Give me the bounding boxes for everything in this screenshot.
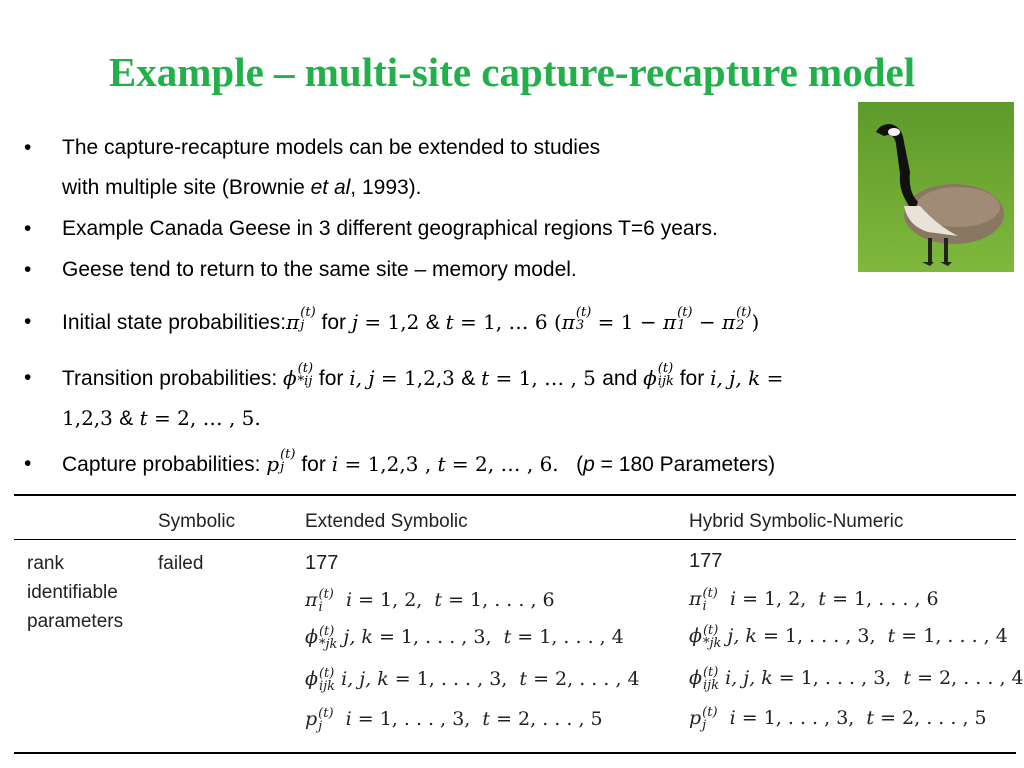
bullet-4-label: Initial state probabilities: xyxy=(62,311,287,334)
bullet-1-text-a: with multiple site (Brownie xyxy=(62,176,311,199)
slide-title: Example – multi-site capture-recapture model xyxy=(108,49,916,95)
bullet-5-for-2: for xyxy=(679,367,705,390)
bullet-4-content: Initial state probabilities:π (t) j for j = 1,2 & t = 1, … 6 (π (t) 3 = 1 − π (t) 1 − π (t) 2 ) xyxy=(62,305,760,334)
hybrid-rank: 177 xyxy=(689,550,723,572)
bullet-4-amp: & xyxy=(425,311,440,334)
extended-pi-row: π (t) i i = 1, 2, t = 1, . . . , 6 xyxy=(305,587,555,615)
bullet-3-text: Geese tend to return to the same site – memory model. xyxy=(62,258,577,281)
hybrid-pi-row: π (t) i i = 1, 2, t = 1, . . . , 6 xyxy=(689,586,939,614)
bullet-1-text-em: et al xyxy=(310,176,351,199)
table-top-rule xyxy=(14,494,1016,496)
row-label xyxy=(27,549,123,636)
goose-photo xyxy=(858,102,1014,272)
bullet-5-line-2: 1,2,3 & t = 2, … , 5. xyxy=(62,406,261,430)
bullet-5-label: Transition probabilities: xyxy=(62,367,278,390)
bullet-1-line-2 xyxy=(62,176,422,200)
table-bottom-rule xyxy=(14,752,1016,754)
hybrid-p-row: p (t) j i = 1, . . . , 3, t = 2, . . . , 5 xyxy=(689,705,987,733)
hybrid-phi-row: ϕ (t) ijk i, j, k = 1, . . . , 3, t = 2, . . . , 4 xyxy=(689,665,1024,693)
table-header-extended: Extended Symbolic xyxy=(305,511,468,532)
row-label-1: rank xyxy=(27,553,64,574)
bullet-4-for: for xyxy=(321,311,347,334)
bullet-5-for: for xyxy=(318,367,344,390)
bullet-2-text: Example Canada Geese in 3 different geographical regions T=6 years. xyxy=(62,217,718,240)
bullet-6-params: = 180 Parameters) xyxy=(594,453,776,476)
bullet-1-line-1: The capture-recapture models can be extended to studies xyxy=(62,136,601,159)
table-header-symbolic: Symbolic xyxy=(158,511,236,532)
table-header-rule xyxy=(14,539,1016,540)
extended-phi-row: ϕ (t) ijk i, j, k = 1, . . . , 3, t = 2, . . . , 4 xyxy=(305,666,640,694)
bullet-6-label: Capture probabilities: xyxy=(62,453,261,476)
bullet-5-content: Transition probabilities: ϕ (t) *ij for i, j = 1,2,3 & t = 1, … , 5 and ϕ (t) ijk for i, j, k = xyxy=(62,361,784,390)
hybrid-phi-star-row: ϕ (t) *jk j, k = 1, . . . , 3, t = 1, . . . , 4 xyxy=(689,623,1008,651)
extended-rank: 177 xyxy=(305,552,339,574)
bullet-5-and: and xyxy=(602,367,638,390)
bullet-6-content: Capture probabilities: p (t) j for i = 1,2,3 , t = 2, … , 6. (p = 180 Parameters) xyxy=(62,447,776,476)
row-label-2: identifiable xyxy=(27,582,118,603)
bullet-1-text-b: , 1993). xyxy=(350,176,422,199)
bullet-5-amp: & xyxy=(461,367,476,390)
bullet-6-p: p xyxy=(583,453,595,476)
extended-p-row: p (t) j i = 1, . . . , 3, t = 2, . . . , 5 xyxy=(305,706,603,734)
row-label-3: parameters xyxy=(27,611,124,632)
bullet-6-for: for xyxy=(301,453,326,476)
symbolic-result: failed xyxy=(158,553,204,574)
extended-phi-star-row: ϕ (t) *jk j, k = 1, . . . , 3, t = 1, . . . , 4 xyxy=(305,624,624,652)
table-header-hybrid: Hybrid Symbolic-Numeric xyxy=(689,511,904,532)
